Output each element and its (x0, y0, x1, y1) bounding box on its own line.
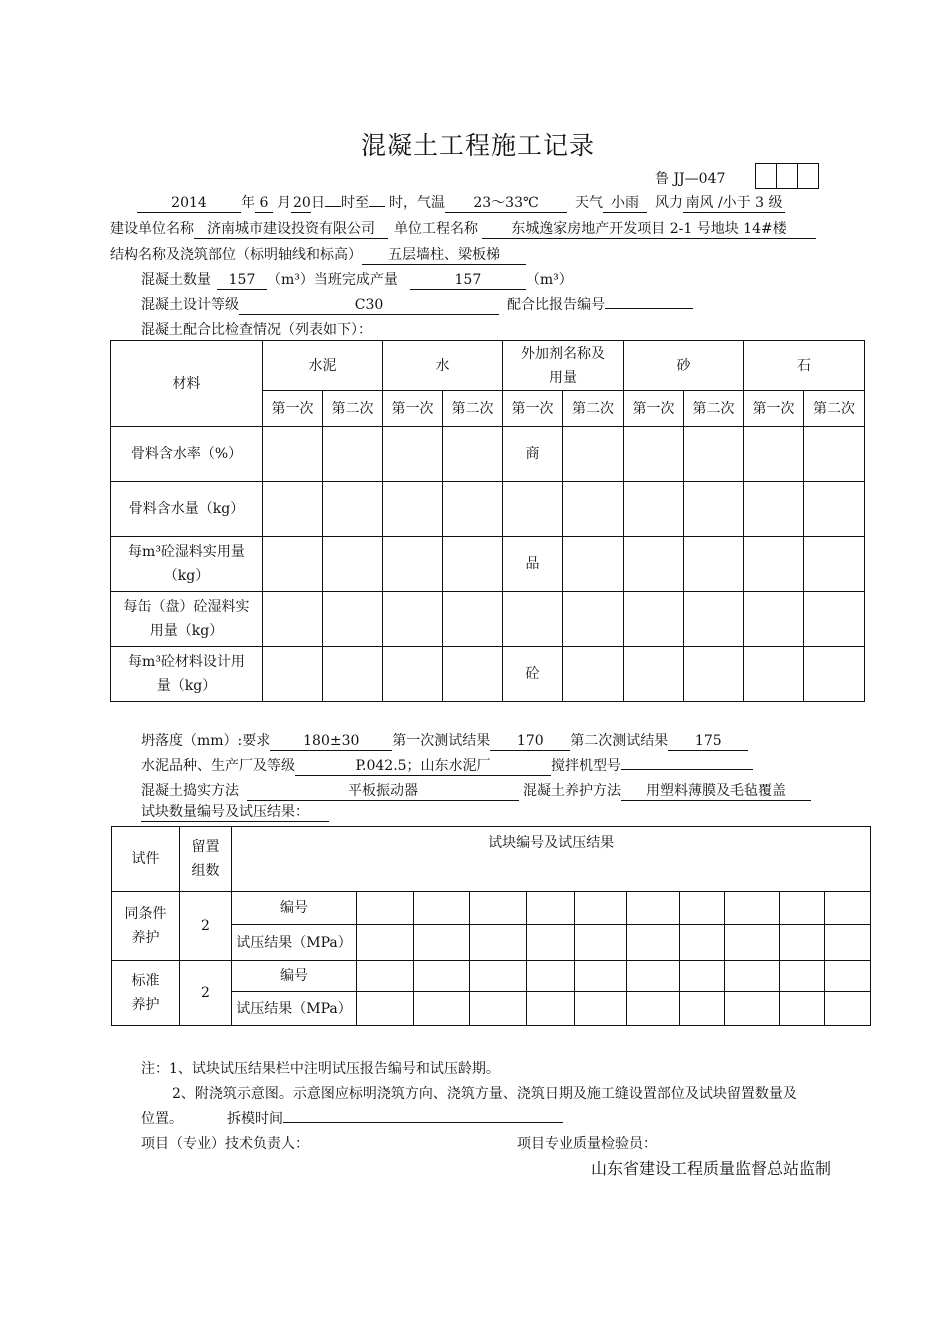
cell[interactable] (563, 537, 624, 592)
mixer-field[interactable] (621, 769, 753, 770)
cement-line (141, 755, 753, 776)
sub-label-result: 试压结果（MPa） (232, 925, 357, 961)
cell[interactable] (575, 992, 627, 1026)
cell[interactable] (804, 537, 865, 592)
cell[interactable] (263, 482, 323, 537)
cell[interactable] (744, 482, 804, 537)
shift-unit: （m³） (525, 272, 573, 288)
date-weather-line (137, 192, 785, 213)
cell[interactable] (443, 482, 503, 537)
cell[interactable] (627, 961, 680, 992)
cell[interactable] (323, 592, 383, 647)
test2-label: 第二次测试结果 (570, 733, 669, 749)
project-label: 单位工程名称 (394, 221, 478, 237)
cell[interactable] (414, 961, 470, 992)
cell[interactable] (383, 427, 443, 482)
table-row (111, 427, 865, 482)
group-stone: 石 (744, 341, 865, 391)
cell[interactable] (563, 427, 624, 482)
doc-code (655, 168, 725, 188)
code-box-2[interactable] (776, 163, 798, 189)
cell[interactable] (443, 647, 503, 702)
cell[interactable] (825, 961, 871, 992)
cell[interactable] (263, 647, 323, 702)
cement-label: 水泥品种、生产厂及等级 (141, 758, 295, 774)
cell[interactable] (725, 892, 780, 925)
cell[interactable] (744, 647, 804, 702)
cell[interactable] (414, 892, 470, 925)
temp-label: 气温 (417, 195, 445, 211)
code-box-1[interactable] (755, 163, 777, 189)
cell[interactable] (383, 537, 443, 592)
specimen-heading-text: 试块数量编号及试压结果： (141, 804, 329, 822)
cell[interactable] (527, 925, 575, 961)
cell[interactable] (323, 482, 383, 537)
sub-label-number: 编号 (232, 892, 357, 925)
cell[interactable] (684, 537, 744, 592)
method-line (141, 780, 811, 801)
cell[interactable] (527, 892, 575, 925)
sub-first: 第一次 (383, 391, 443, 427)
shift-field[interactable]: 157 (410, 272, 526, 290)
row-label: 骨料含水量（kg） (111, 482, 263, 537)
cell[interactable] (470, 925, 527, 961)
group-name: 同条件养护 (112, 892, 180, 961)
row-label: 每缶（盘）砼湿料实用量（kg） (111, 592, 263, 647)
note-2: 2、附浇筑示意图。示意图应标明浇筑方向、浇筑方量、浇筑日期及施工缝设置部位及试块留置数量及 (172, 1086, 797, 1102)
footer-issuer: 山东省建设工程质量监督总站监制 (591, 1159, 832, 1178)
cell[interactable] (725, 992, 780, 1026)
group-name: 标准养护 (112, 961, 180, 1026)
row-label: 每m³砼湿料实用量（kg） (111, 537, 263, 592)
cell[interactable] (725, 925, 780, 961)
group-admixture: 外加剂名称及用量 (503, 341, 624, 391)
cure-label: 混凝土养护方法 (523, 783, 621, 799)
weather-label: 天气 (575, 195, 603, 211)
cell[interactable] (680, 925, 725, 961)
cell[interactable] (323, 647, 383, 702)
code-boxes (756, 163, 819, 189)
cell[interactable] (624, 537, 684, 592)
sub-second: 第二次 (684, 391, 744, 427)
group-water: 水 (383, 341, 503, 391)
hour-from-field[interactable] (325, 206, 341, 207)
cell[interactable] (383, 482, 443, 537)
cell[interactable] (503, 592, 563, 647)
shift-label: 当班完成产量 (313, 272, 398, 288)
wind-label: 风力 (655, 195, 683, 211)
day-unit: 日 (311, 195, 325, 211)
hour-from-unit: 时至 (341, 195, 369, 211)
cell[interactable] (684, 482, 744, 537)
cell[interactable] (470, 961, 527, 992)
demold-label: 拆模时间 (227, 1111, 283, 1127)
material-header: 材料 (111, 341, 263, 427)
mix-label: 配合比报告编号 (507, 297, 605, 313)
cell[interactable] (575, 892, 627, 925)
cell[interactable] (383, 592, 443, 647)
cell[interactable] (470, 892, 527, 925)
demold-field[interactable] (283, 1122, 563, 1123)
test1-label: 第一次测试结果 (392, 733, 491, 749)
sub-label-number: 编号 (232, 961, 357, 992)
cell[interactable] (780, 892, 825, 925)
test2-field[interactable]: 175 (668, 733, 748, 751)
table-row (111, 482, 865, 537)
qty-field[interactable]: 157 (217, 272, 267, 290)
cell[interactable] (627, 992, 680, 1026)
mix-check-heading: 混凝土配合比检查情况（列表如下）： (141, 322, 372, 338)
specimen-col-header: 试件 (112, 827, 180, 892)
cell[interactable] (383, 647, 443, 702)
cell[interactable] (357, 892, 414, 925)
cell[interactable] (684, 592, 744, 647)
temp-field[interactable]: 23～33℃ (445, 195, 567, 213)
cell[interactable] (627, 892, 680, 925)
cell[interactable] (624, 482, 684, 537)
cell[interactable] (780, 925, 825, 961)
cell[interactable] (744, 537, 804, 592)
group-count: 2 (180, 892, 232, 961)
year-unit: 年 (241, 195, 255, 211)
sub-label-result: 试压结果（MPa） (232, 992, 357, 1026)
cell[interactable] (804, 592, 865, 647)
admixture-note: 砼 (503, 647, 563, 702)
cell[interactable] (563, 592, 624, 647)
slump-req-field[interactable]: 180±30 (270, 733, 392, 751)
cell[interactable] (323, 427, 383, 482)
builder-line (110, 218, 816, 239)
grade-field[interactable]: C30 (239, 297, 499, 315)
group-sand: 砂 (624, 341, 744, 391)
sub-second: 第二次 (323, 391, 383, 427)
table-row (111, 592, 865, 647)
cell[interactable] (357, 992, 414, 1026)
cell[interactable] (780, 992, 825, 1026)
cure-field[interactable]: 用塑料薄膜及毛毡覆盖 (621, 783, 811, 801)
weather-field[interactable]: 小雨 (603, 195, 647, 213)
tamp-field[interactable]: 平板振动器 (247, 783, 519, 801)
cell[interactable] (684, 647, 744, 702)
qty-label: 混凝土数量 (141, 272, 211, 288)
cell[interactable] (563, 647, 624, 702)
cell[interactable] (443, 427, 503, 482)
cell[interactable] (624, 592, 684, 647)
year-field[interactable]: 2014 (137, 195, 241, 213)
note-3-line (141, 1108, 563, 1128)
cell[interactable] (357, 961, 414, 992)
cell[interactable] (414, 992, 470, 1026)
cell[interactable] (744, 427, 804, 482)
group-count: 2 (180, 961, 232, 1026)
cell[interactable] (503, 482, 563, 537)
row-label: 骨料含水率（%） (111, 427, 263, 482)
cell[interactable] (780, 961, 825, 992)
cell[interactable] (443, 537, 503, 592)
cell[interactable] (575, 961, 627, 992)
admixture-note: 商 (503, 427, 563, 482)
cell[interactable] (563, 482, 624, 537)
day-field[interactable]: 20 (293, 195, 311, 211)
cell[interactable] (443, 592, 503, 647)
cell[interactable] (357, 925, 414, 961)
quantity-line (141, 269, 573, 290)
page-title: 混凝土工程施工记录 (361, 131, 596, 160)
sub-first: 第一次 (624, 391, 684, 427)
group-cement: 水泥 (263, 341, 383, 391)
cell[interactable] (804, 647, 865, 702)
code-box-3[interactable] (797, 163, 819, 189)
builder-label: 建设单位名称 (110, 221, 194, 237)
cell[interactable] (684, 427, 744, 482)
grade-line (141, 294, 693, 315)
cell[interactable] (680, 892, 725, 925)
mix-table (110, 340, 865, 702)
cell[interactable] (804, 427, 865, 482)
month-field[interactable]: 6 (255, 195, 273, 213)
structure-line (110, 244, 526, 265)
cell[interactable] (414, 925, 470, 961)
cell[interactable] (624, 647, 684, 702)
slump-line (141, 730, 748, 751)
test1-field[interactable]: 170 (490, 733, 570, 751)
cell[interactable] (527, 992, 575, 1026)
mixer-label: 搅拌机型号 (551, 758, 621, 774)
tamp-label: 混凝土捣实方法 (141, 783, 239, 799)
wind-field[interactable]: 南风 /小于 3 级 (683, 195, 785, 213)
count-col-header: 留置组数 (180, 827, 232, 892)
cell[interactable] (527, 961, 575, 992)
slump-label: 坍落度（mm）:要求 (141, 733, 271, 749)
cell[interactable] (725, 961, 780, 992)
cell[interactable] (627, 925, 680, 961)
project-field[interactable]: 东城逸家房地产开发项目 2-1 号地块 14#楼 (482, 221, 816, 239)
cement-field[interactable]: P.042.5；山东水泥厂 (295, 758, 551, 776)
sub-first: 第一次 (503, 391, 563, 427)
structure-field[interactable]: 五层墙柱、梁板梯 (362, 247, 526, 265)
note-3: 位置。 (141, 1111, 183, 1127)
cell[interactable] (744, 592, 804, 647)
admixture-note: 品 (503, 537, 563, 592)
table-row (112, 892, 871, 925)
mix-field[interactable] (605, 308, 693, 309)
sub-second: 第二次 (563, 391, 624, 427)
tech-lead-label: 项目（专业）技术负责人： (141, 1136, 309, 1152)
cell[interactable] (323, 537, 383, 592)
cell[interactable] (825, 992, 871, 1026)
sub-first: 第一次 (744, 391, 804, 427)
sub-second: 第二次 (804, 391, 865, 427)
cell[interactable] (680, 961, 725, 992)
builder-field[interactable]: 济南城市建设投资有限公司 (194, 221, 388, 239)
cell[interactable] (263, 537, 323, 592)
hour-to-unit: 时， (389, 195, 417, 211)
cell[interactable] (624, 427, 684, 482)
cell[interactable] (263, 592, 323, 647)
cell[interactable] (680, 992, 725, 1026)
qc-inspector-label: 项目专业质量检验员： (517, 1136, 657, 1152)
row-label: 每m³砼材料设计用量（kg） (111, 647, 263, 702)
result-col-header: 试块编号及试压结果 (232, 827, 871, 892)
cell[interactable] (575, 925, 627, 961)
note-1: 注：1、试块试压结果栏中注明试压报告编号和试压龄期。 (141, 1061, 500, 1077)
cell[interactable] (825, 892, 871, 925)
cell[interactable] (825, 925, 871, 961)
sub-second: 第二次 (443, 391, 503, 427)
table-row (111, 647, 865, 702)
qty-unit: （m³） (267, 272, 314, 288)
structure-label: 结构名称及浇筑部位（标明轴线和标高） (110, 247, 362, 263)
specimen-table (111, 826, 871, 1026)
month-unit: 月 (277, 195, 291, 211)
cell[interactable] (804, 482, 865, 537)
table-row (111, 537, 865, 592)
doc-code-text: 鲁 JJ—047 (655, 171, 726, 187)
sub-first: 第一次 (263, 391, 323, 427)
hour-to-field[interactable] (369, 206, 385, 207)
specimen-heading (141, 804, 329, 822)
cell[interactable] (470, 992, 527, 1026)
cell[interactable] (263, 427, 323, 482)
table-row (112, 961, 871, 992)
grade-label: 混凝土设计等级 (141, 297, 239, 313)
